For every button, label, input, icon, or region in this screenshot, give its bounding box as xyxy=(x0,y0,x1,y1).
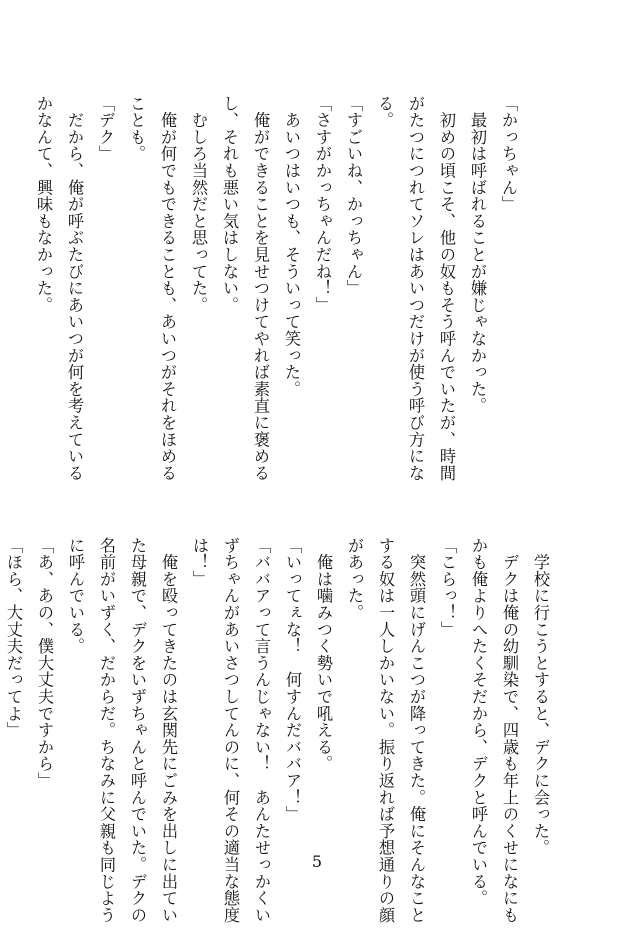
text-line: 最初は呼ばれることが嫌じゃなかった。 xyxy=(468,95,487,415)
text-line: 突然頭にげんこつが降ってきた。俺にそんなこと xyxy=(407,537,426,924)
text-line: し、それも悪い気はしない。 xyxy=(220,95,239,314)
text-line: むしろ当然だと思ってた。 xyxy=(189,95,208,314)
text-line: 「すごいね、かっちゃん」 xyxy=(344,95,363,297)
text-line: 「さすがかっちゃんだね！」 xyxy=(313,95,332,314)
text-line: あいつはいつも、そういって笑った。 xyxy=(282,95,301,398)
page-number: 5 xyxy=(311,852,323,871)
text-line: 初めの頃こそ、他の奴もそう呼んでいたが、時間 xyxy=(437,95,456,482)
text-line: 俺が何でもできることも、あいつがそれをほめる xyxy=(158,95,177,482)
text-line: 「デク」 xyxy=(96,95,115,163)
text-line: 「かっちゃん」 xyxy=(499,95,518,213)
upper-text-block xyxy=(34,95,524,482)
text-line: る。 xyxy=(375,95,394,129)
text-line: 俺は噛みつく勢いで吼える。 xyxy=(314,537,333,773)
text-line: た母親で、デクをいずちゃんと呼んでいた。デクの xyxy=(128,537,147,924)
text-line: ずちゃんがあいさつしてんのに、何その適当な態度 xyxy=(221,537,240,924)
text-line: があった。 xyxy=(345,537,364,621)
lower-text-block xyxy=(4,537,556,924)
text-line: に呼んでいる。 xyxy=(66,537,85,655)
text-line: は！」 xyxy=(190,537,209,588)
text-line: 「いってぇな！ 何すんだババア！」 xyxy=(283,537,302,823)
text-line: 学校に行こうとすると、デクに会った。 xyxy=(531,537,550,857)
text-line: デクは俺の幼馴染で、四歳も年上のくせになにも xyxy=(500,537,519,924)
text-line: 俺ができることを見せつけてやれば素直に褒める xyxy=(251,95,270,482)
text-line: 「ババアって言うんじゃない！ あんたせっかくい xyxy=(252,537,271,924)
text-line: かも俺よりへたくそだから、デクと呼んでいる。 xyxy=(469,537,488,907)
text-line: 「こらっ！」 xyxy=(438,537,457,638)
text-line: 「あ、あの、僕大丈夫ですから」 xyxy=(35,537,54,789)
text-line: 俺を殴ってきたのは玄関先にごみを出しに出てい xyxy=(159,537,178,924)
text-line: する奴は一人しかいない。振り返れば予想通りの顔 xyxy=(376,537,395,924)
text-line: 名前がいずく、だからだ。ちなみに父親も同じよう xyxy=(97,537,116,924)
text-line: 「ほら、大丈夫だってよ」 xyxy=(4,537,23,739)
text-line: ことも。 xyxy=(127,95,146,163)
text-line: がたつにつれてソレはあいつだけが使う呼び方にな xyxy=(406,95,425,482)
text-line: だから、俺が呼ぶたびにあいつが何を考えている xyxy=(65,95,84,482)
text-line: かなんて、興味もなかった。 xyxy=(34,95,53,314)
text-line xyxy=(0,95,28,457)
